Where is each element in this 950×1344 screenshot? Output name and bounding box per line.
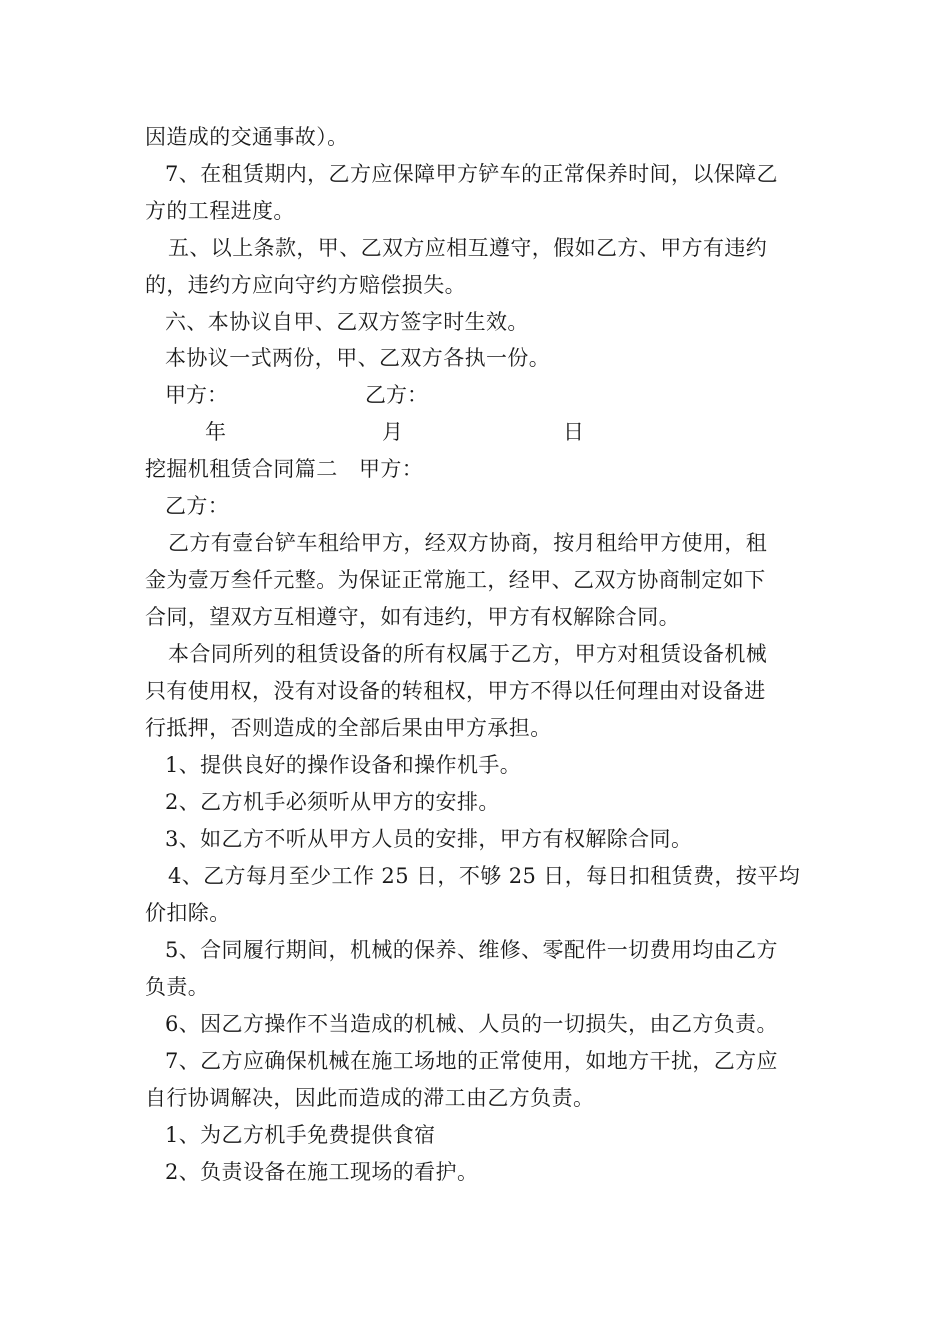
list-item: 1、为乙方机手免费提供食宿	[165, 1123, 436, 1147]
signature-party-a: 甲方：	[165, 383, 228, 407]
paragraph-line: 乙方：	[165, 494, 230, 518]
list-item: 2、负责设备在施工现场的看护。	[165, 1160, 479, 1184]
paragraph-line: 五、以上条款，甲、乙双方应相互遵守，假如乙方、甲方有违约	[168, 236, 768, 260]
date-day: 日	[563, 420, 584, 444]
list-item: 7、乙方应确保机械在施工场地的正常使用，如地方干扰，乙方应	[165, 1049, 778, 1073]
date-month: 月	[382, 420, 403, 444]
paragraph-line: 负责。	[145, 975, 210, 999]
list-item: 1、提供良好的操作设备和操作机手。	[165, 753, 522, 777]
section-heading: 挖掘机租赁合同篇二 甲方：	[145, 457, 424, 481]
paragraph-line: 六、本协议自甲、乙双方签字时生效。	[165, 310, 529, 334]
list-item: 6、因乙方操作不当造成的机械、人员的一切损失，由乙方负责。	[165, 1012, 778, 1036]
paragraph-line: 因造成的交通事故）。	[145, 125, 349, 149]
paragraph-line: 合同，望双方互相遵守，如有违约，甲方有权解除合同。	[145, 605, 680, 629]
list-item: 4、乙方每月至少工作 25 日，不够 25 日，每日扣租赁费，按平均	[168, 864, 801, 888]
paragraph-line: 方的工程进度。	[145, 199, 295, 223]
paragraph-line: 本合同所列的租赁设备的所有权属于乙方，甲方对租赁设备机械	[168, 642, 768, 666]
signature-party-b: 乙方：	[365, 383, 428, 407]
paragraph-line: 行抵押，否则造成的全部后果由甲方承担。	[145, 716, 552, 740]
paragraph-line: 的，违约方应向守约方赔偿损失。	[145, 273, 466, 297]
date-year: 年	[205, 420, 226, 444]
paragraph-line: 本协议一式两份，甲、乙双方各执一份。	[165, 346, 551, 370]
paragraph-line: 价扣除。	[145, 901, 231, 925]
paragraph-line: 自行协调解决，因此而造成的滞工由乙方负责。	[145, 1086, 595, 1110]
list-item: 5、合同履行期间，机械的保养、维修、零配件一切费用均由乙方	[165, 938, 778, 962]
list-item: 2、乙方机手必须听从甲方的安排。	[165, 790, 500, 814]
paragraph-line: 乙方有壹台铲车租给甲方，经双方协商，按月租给甲方使用，租	[168, 531, 768, 555]
paragraph-line: 只有使用权，没有对设备的转租权，甲方不得以任何理由对设备进	[145, 679, 766, 703]
paragraph-line: 金为壹万叁仟元整。为保证正常施工，经甲、乙双方协商制定如下	[145, 568, 766, 592]
list-item: 3、如乙方不听从甲方人员的安排，甲方有权解除合同。	[165, 827, 693, 851]
paragraph-line: 7、在租赁期内，乙方应保障甲方铲车的正常保养时间，以保障乙	[165, 162, 778, 186]
